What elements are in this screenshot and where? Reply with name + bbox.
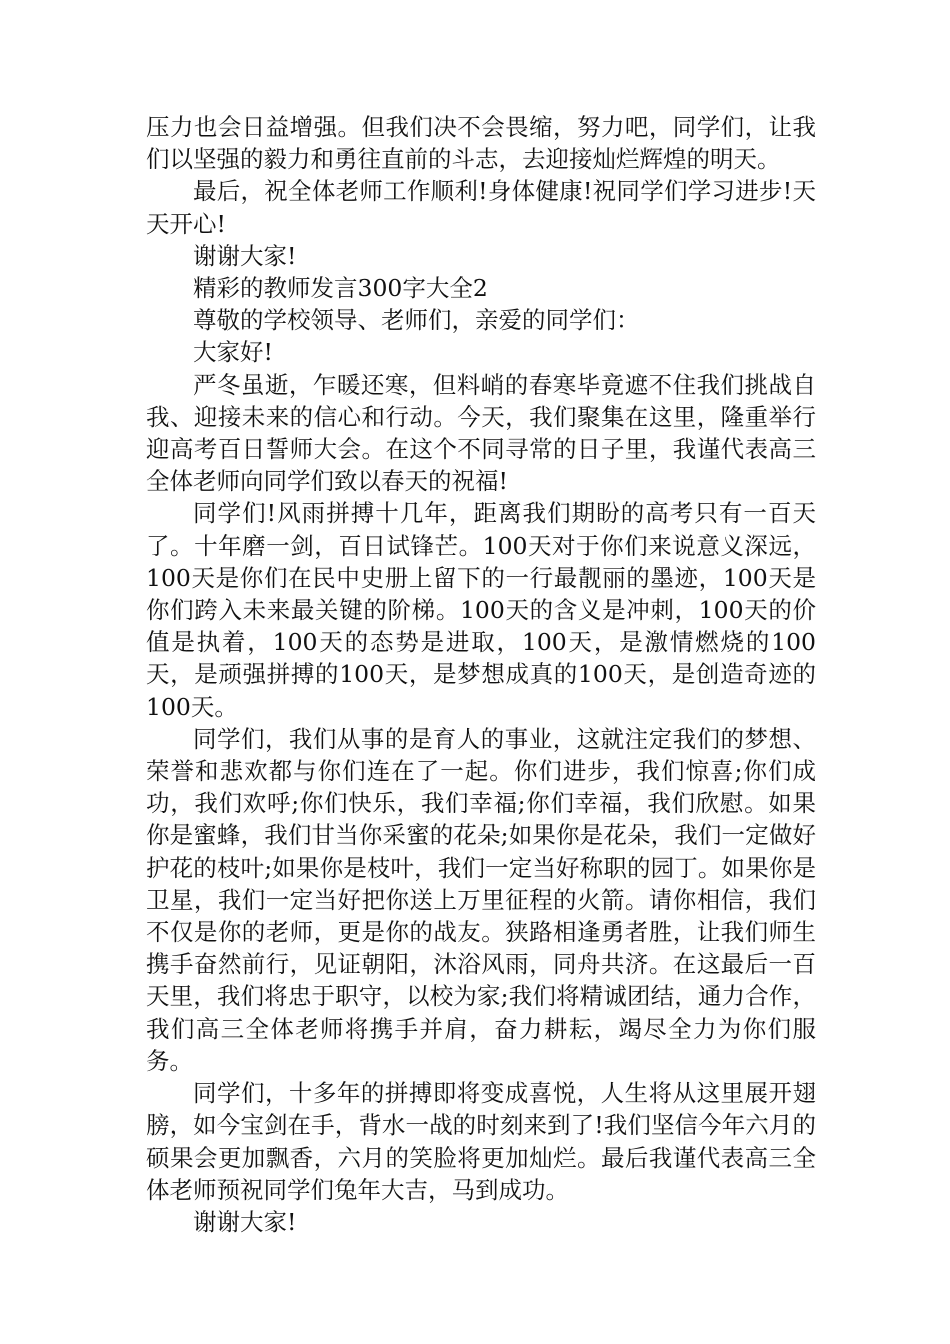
document-body <box>146 111 816 1238</box>
paragraph: 谢谢大家! <box>193 241 297 270</box>
paragraph: 同学们，我们从事的是育人的事业，这就注定我们的梦想、荣誉和悲欢都与你们连在了一起。你们进步，我们惊喜;你们成功，我们欢呼;你们快乐，我们幸福;你们幸福，我们欣慰。如果你是蜜蜂，我们甘当你采蜜的花朵;如果你是花朵，我们一定做好护花的枝叶;如果你是枝叶，我们一定当好称职的园丁。如果你是卫星，我们一定当好把你送上万里征程的火箭。请你相信，我们不仅是你的老师，更是你的战友。狭路相逢勇者胜，让我们师生携手奋然前行，见证朝阳，沐浴风雨，同舟共济。在这最后一百天里，我们将忠于职守，以校为家;我们将精诚团结，通力合作，我们高三全体老师将携手并肩，奋力耕耘，竭尽全力为你们服务。 <box>146 724 816 1075</box>
paragraph: 压力也会日益增强。但我们决不会畏缩，努力吧，同学们，让我们以坚强的毅力和勇往直前的斗志，去迎接灿烂辉煌的明天。 <box>146 113 816 174</box>
salutation: 尊敬的学校领导、老师们，亲爱的同学们： <box>193 306 640 335</box>
closing: 谢谢大家! <box>193 1207 297 1236</box>
section-heading: 精彩的教师发言300字大全2 <box>193 274 488 303</box>
paragraph: 最后，祝全体老师工作顺利!身体健康!祝同学们学习进步!天天开心! <box>146 177 816 238</box>
greeting: 大家好! <box>193 338 273 367</box>
paragraph: 同学们!风雨拼搏十几年，距离我们期盼的高考只有一百天了。十年磨一剑，百日试锋芒。100天对于你们来说意义深远，100天是你们在民中史册上留下的一行最靓丽的墨迹，100天是你们跨入未来最关键的阶梯。100天的含义是冲刺，100天的价值是执着，100天的态势是进取，100天，是激情燃烧的100天，是顽强拼搏的100天，是梦想成真的100天，是创造奇迹的100天。 <box>146 499 816 721</box>
paragraph: 同学们，十多年的拼搏即将变成喜悦，人生将从这里展开翅膀，如今宝剑在手，背水一战的时刻来到了!我们坚信今年六月的硕果会更加飘香，六月的笑脸将更加灿烂。最后我谨代表高三全体老师预祝同学们兔年大吉，马到成功。 <box>146 1079 816 1204</box>
paragraph: 严冬虽逝，乍暖还寒，但料峭的春寒毕竟遮不住我们挑战自我、迎接未来的信心和行动。今天，我们聚集在这里，隆重举行迎高考百日誓师大会。在这个不同寻常的日子里，我谨代表高三全体老师向同学们致以春天的祝福! <box>146 370 816 496</box>
